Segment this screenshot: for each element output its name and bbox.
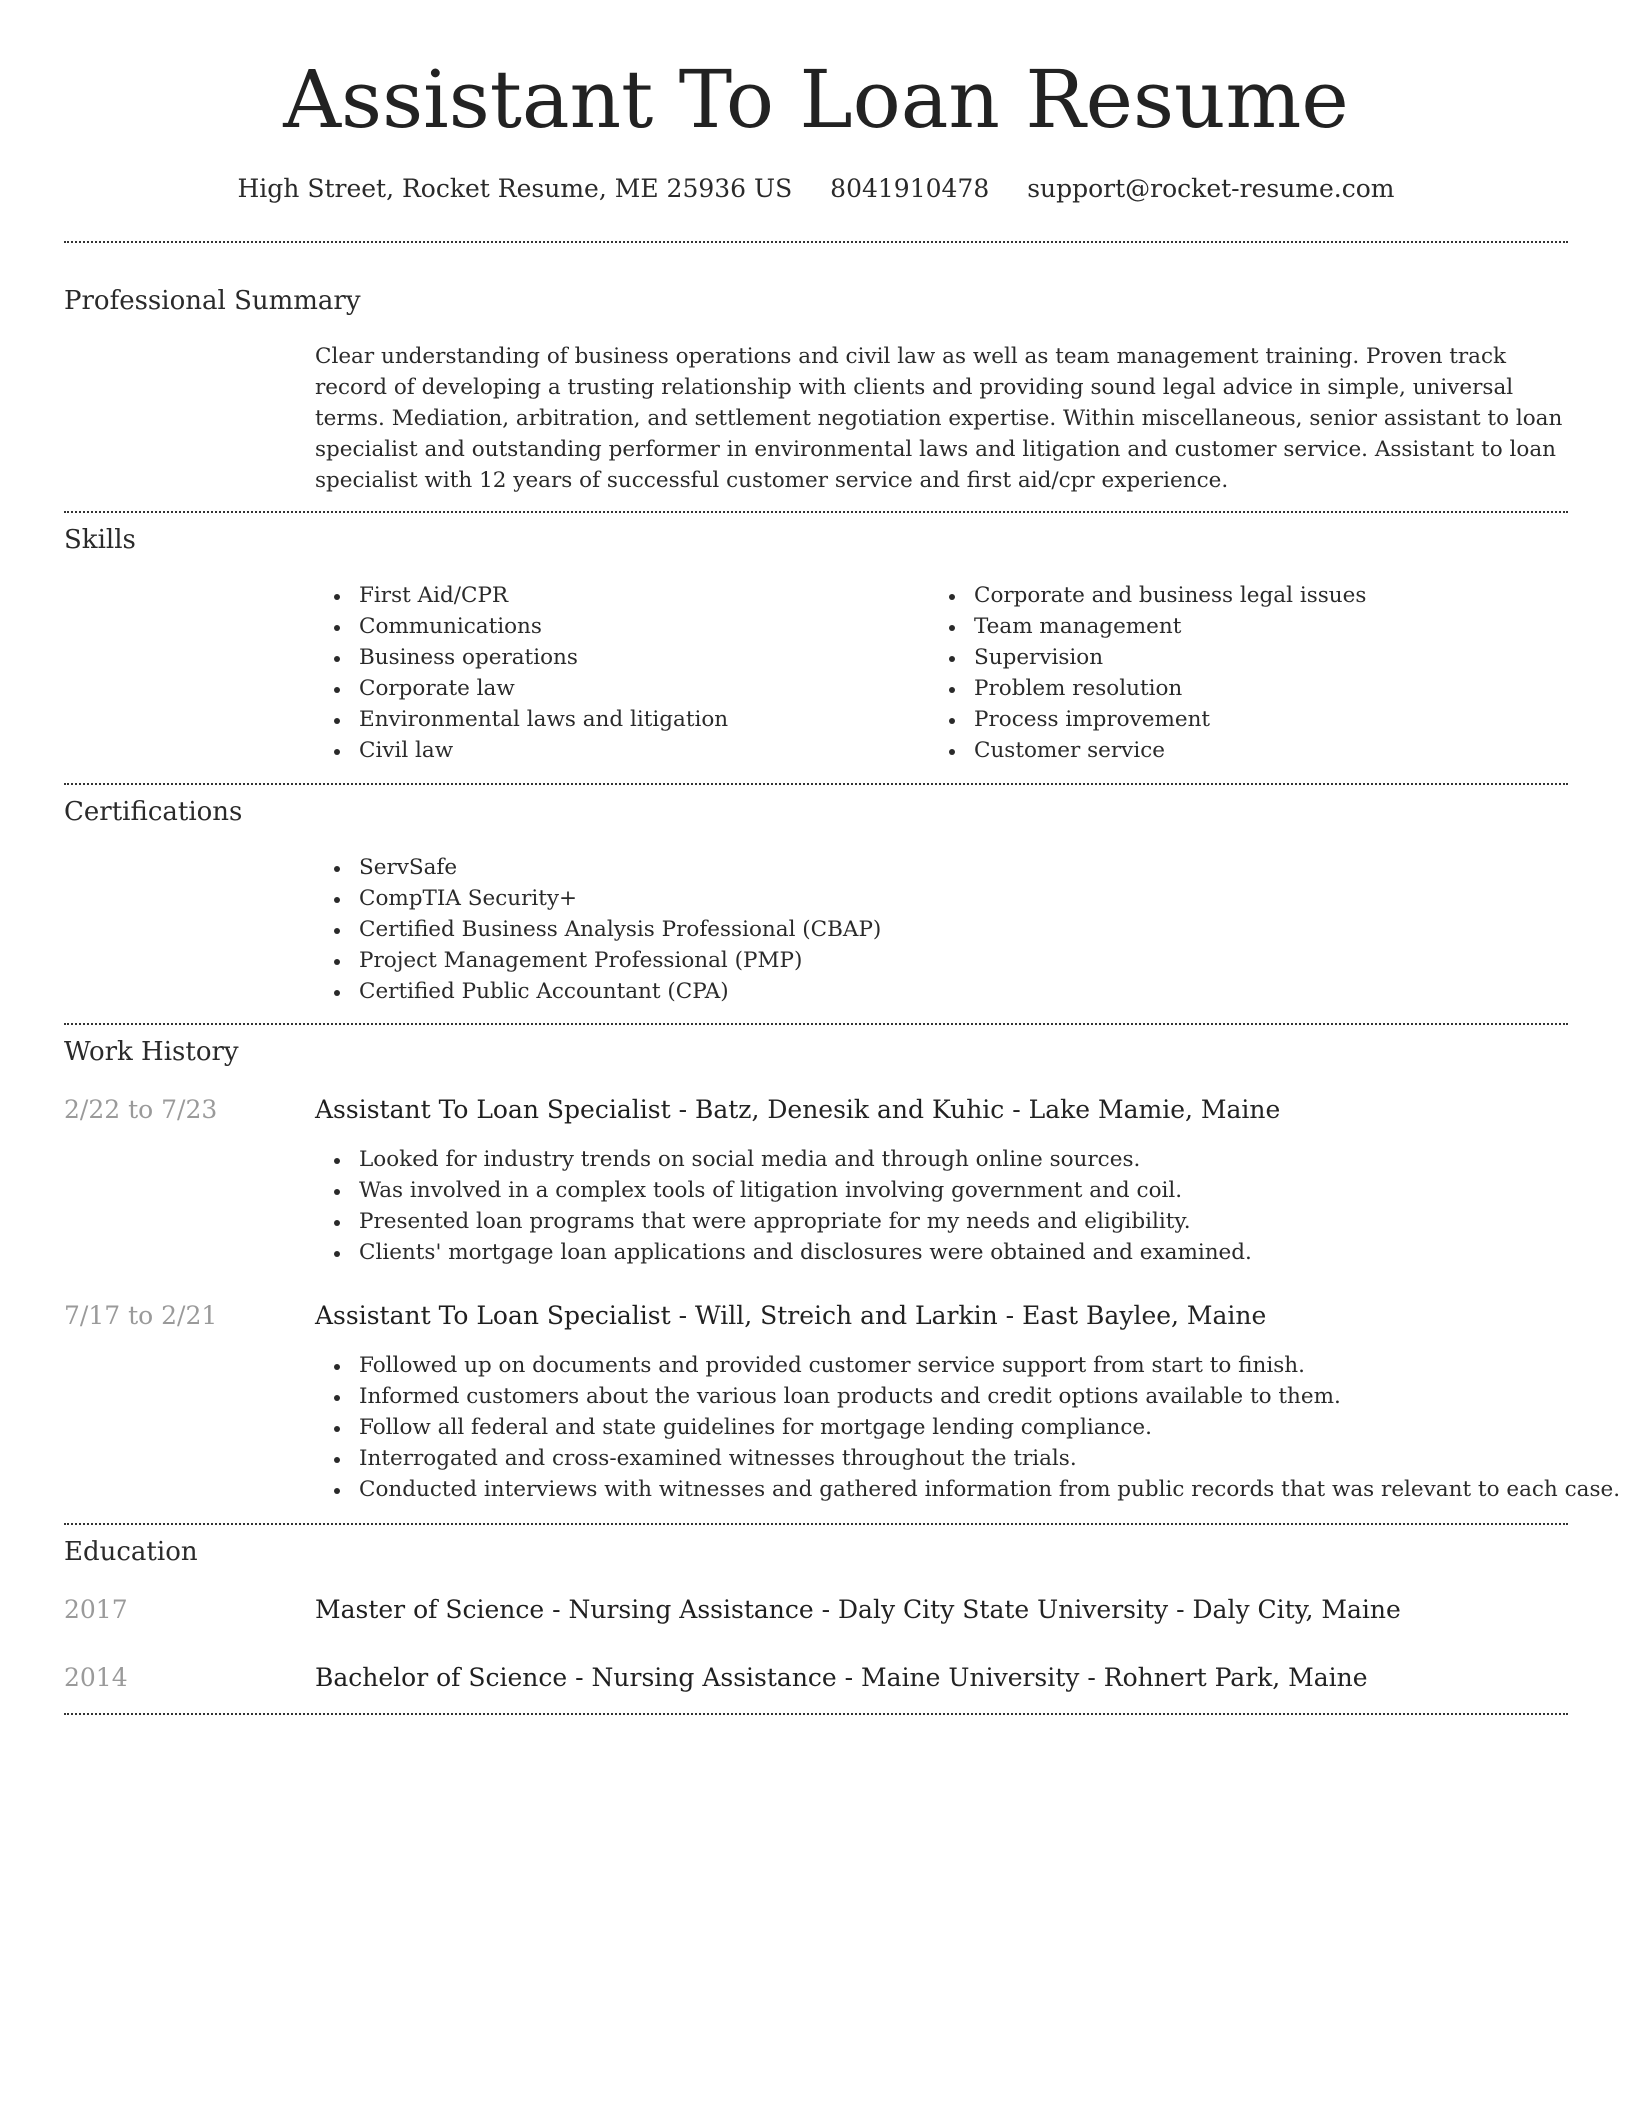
job-title: Assistant To Loan Specialist <box>315 1095 671 1124</box>
education-school-location: - Maine University - Rohnert Park, Maine <box>836 1663 1368 1692</box>
certification-item: ServSafe <box>315 852 881 883</box>
resume-title: Assistant To Loan Resume <box>283 53 1349 146</box>
section-title-education: Education <box>64 1537 198 1567</box>
divider <box>64 1713 1568 1715</box>
skill-item: Business operations <box>315 642 728 673</box>
job-bullet: Conducted interviews with witnesses and gathered information from public records that was relevant to each case. <box>315 1474 1620 1505</box>
divider <box>64 783 1568 785</box>
skill-item: Environmental laws and litigation <box>315 704 728 735</box>
job-employer-location: - Batz, Denesik and Kuhic - Lake Mamie, Maine <box>670 1095 1281 1124</box>
skill-item: Communications <box>315 611 728 642</box>
skill-item: Process improvement <box>930 704 1366 735</box>
divider <box>64 511 1568 513</box>
skills-list-right <box>930 580 1366 766</box>
job-bullet: Followed up on documents and provided customer service support from start to finish. <box>315 1350 1620 1381</box>
contact-phone: 8041910478 <box>830 174 990 203</box>
contact-line <box>64 172 1568 206</box>
job-bullet: Presented loan programs that were appropriate for my needs and eligibility. <box>315 1206 1252 1237</box>
job-bullets <box>315 1144 1252 1268</box>
contact-address: High Street, Rocket Resume, ME 25936 US <box>237 174 793 203</box>
skill-item: Corporate and business legal issues <box>930 580 1366 611</box>
job-bullet: Looked for industry trends on social media and through online sources. <box>315 1144 1252 1175</box>
skill-item: First Aid/CPR <box>315 580 728 611</box>
skill-item: Problem resolution <box>930 673 1366 704</box>
education-heading <box>315 1661 1368 1695</box>
section-title-skills: Skills <box>64 525 136 555</box>
divider <box>64 1023 1568 1025</box>
section-title-work-history: Work History <box>64 1037 239 1067</box>
education-degree: Master of Science - Nursing Assistance <box>315 1595 814 1624</box>
job-bullets <box>315 1350 1620 1505</box>
divider <box>64 241 1568 243</box>
contact-email: support@rocket-resume.com <box>1027 174 1395 203</box>
job-dates: 2/22 to 7/23 <box>64 1095 218 1124</box>
job-bullet: Informed customers about the various loan products and credit options available to them. <box>315 1381 1620 1412</box>
job-title: Assistant To Loan Specialist <box>315 1301 671 1330</box>
divider <box>64 1523 1568 1525</box>
section-title-certifications: Certifications <box>64 797 243 827</box>
skill-item: Supervision <box>930 642 1366 673</box>
education-year: 2017 <box>64 1595 128 1624</box>
certification-item: Certified Public Accountant (CPA) <box>315 976 881 1007</box>
education-degree: Bachelor of Science - Nursing Assistance <box>315 1663 837 1692</box>
summary-text: Clear understanding of business operations and civil law as well as team management training. Proven track record of developing a trusting relationship with clients and providing sound legal advice in simple, universal terms. Mediation, arbitration, and settlement negotiation expertise. Within miscellaneous, senior assistant to loan specialist and outstanding performer in environmental laws and litigation and customer service. Assistant to loan specialist with 12 years of successful customer service and first aid/cpr experience. <box>315 344 1563 493</box>
job-bullet: Was involved in a complex tools of litigation involving government and coil. <box>315 1175 1252 1206</box>
job-bullet: Interrogated and cross-examined witnesses throughout the trials. <box>315 1443 1620 1474</box>
job-heading <box>315 1299 1266 1333</box>
education-year: 2014 <box>64 1663 128 1692</box>
certification-item: Certified Business Analysis Professional (CBAP) <box>315 914 881 945</box>
certification-item: CompTIA Security+ <box>315 883 881 914</box>
job-heading <box>315 1093 1280 1127</box>
skill-item: Corporate law <box>315 673 728 704</box>
job-bullet: Clients' mortgage loan applications and disclosures were obtained and examined. <box>315 1237 1252 1268</box>
job-employer-location: - Will, Streich and Larkin - East Baylee, Maine <box>670 1301 1267 1330</box>
job-dates: 7/17 to 2/21 <box>64 1301 218 1330</box>
job-bullet: Follow all federal and state guidelines for mortgage lending compliance. <box>315 1412 1620 1443</box>
skill-item: Team management <box>930 611 1366 642</box>
section-title-summary: Professional Summary <box>64 286 361 316</box>
certifications-list <box>315 852 881 1007</box>
skill-item: Customer service <box>930 735 1366 766</box>
certification-item: Project Management Professional (PMP) <box>315 945 881 976</box>
skill-item: Civil law <box>315 735 728 766</box>
skills-list-left <box>315 580 728 766</box>
education-school-location: - Daly City State University - Daly City, Maine <box>813 1595 1401 1624</box>
education-heading <box>315 1593 1401 1627</box>
